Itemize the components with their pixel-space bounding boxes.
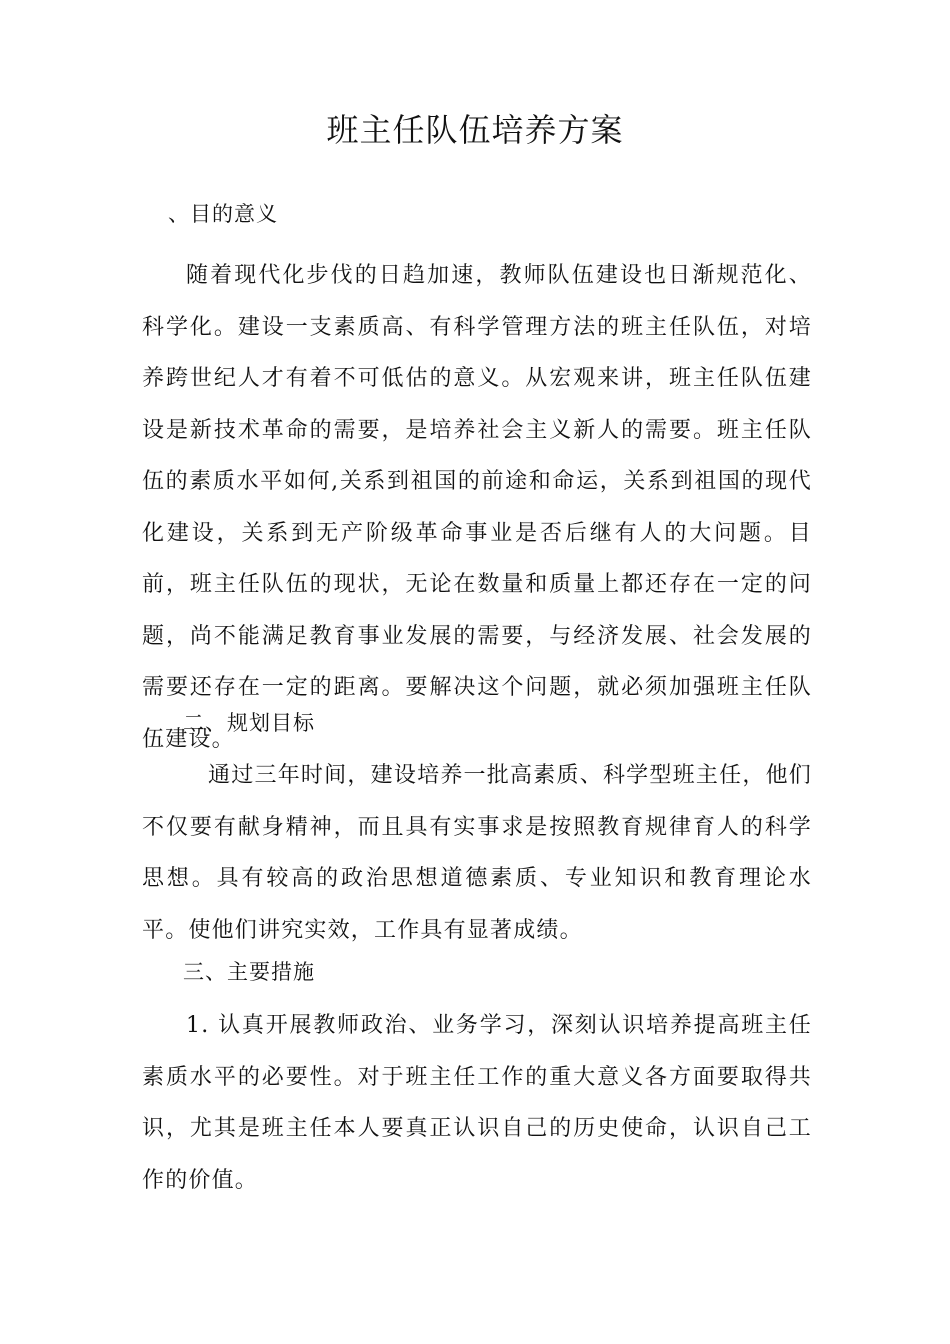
paragraph-purpose: 随着现代化步伐的日趋加速，教师队伍建设也日渐规范化、科学化。建设一支素质高、有科学管理方法的班主任队伍，对培养跨世纪人才有着不可低估的意义。从宏观来讲，班主任队伍建设是新技术革命的需要，是培养社会主义新人的需要。班主任队伍的素质水平如何,关系到祖国的前途和命运，关系到祖国的现代化建设，关系到无产阶级革命事业是否后继有人的大问题。目前，班主任队伍的现状，无论在数量和质量上都还存在一定的问题，尚不能满足教育事业发展的需要，与经济发展、社会发展的需要还存在一定的距离。要解决这个问题，就必须加强班主任队伍建设。 <box>142 263 812 752</box>
section-heading-purpose: 、目的意义 <box>168 202 278 226</box>
section-heading-measures: 三、主要措施 <box>183 960 315 984</box>
page-title: 班主任队伍培养方案 <box>326 111 624 149</box>
paragraph-measures-1: 1. 认真开展教师政治、业务学习，深刻认识培养提高班主任素质水平的必要性。对于班主任工作的重大意义各方面要取得共识，尤其是班主任本人要真正认识自己的历史使命，认识自己工作的价值。 <box>142 1013 812 1193</box>
paragraph-goals: 通过三年时间，建设培养一批高素质、科学型班主任，他们不仅要有献身精神，而且具有实事求是按照教育规律育人的科学思想。具有较高的政治思想道德素质、专业知识和教育理论水平。使他们讲究实效，工作具有显著成绩。 <box>142 763 812 943</box>
section-heading-goals: 二、规划目标 <box>183 711 315 735</box>
